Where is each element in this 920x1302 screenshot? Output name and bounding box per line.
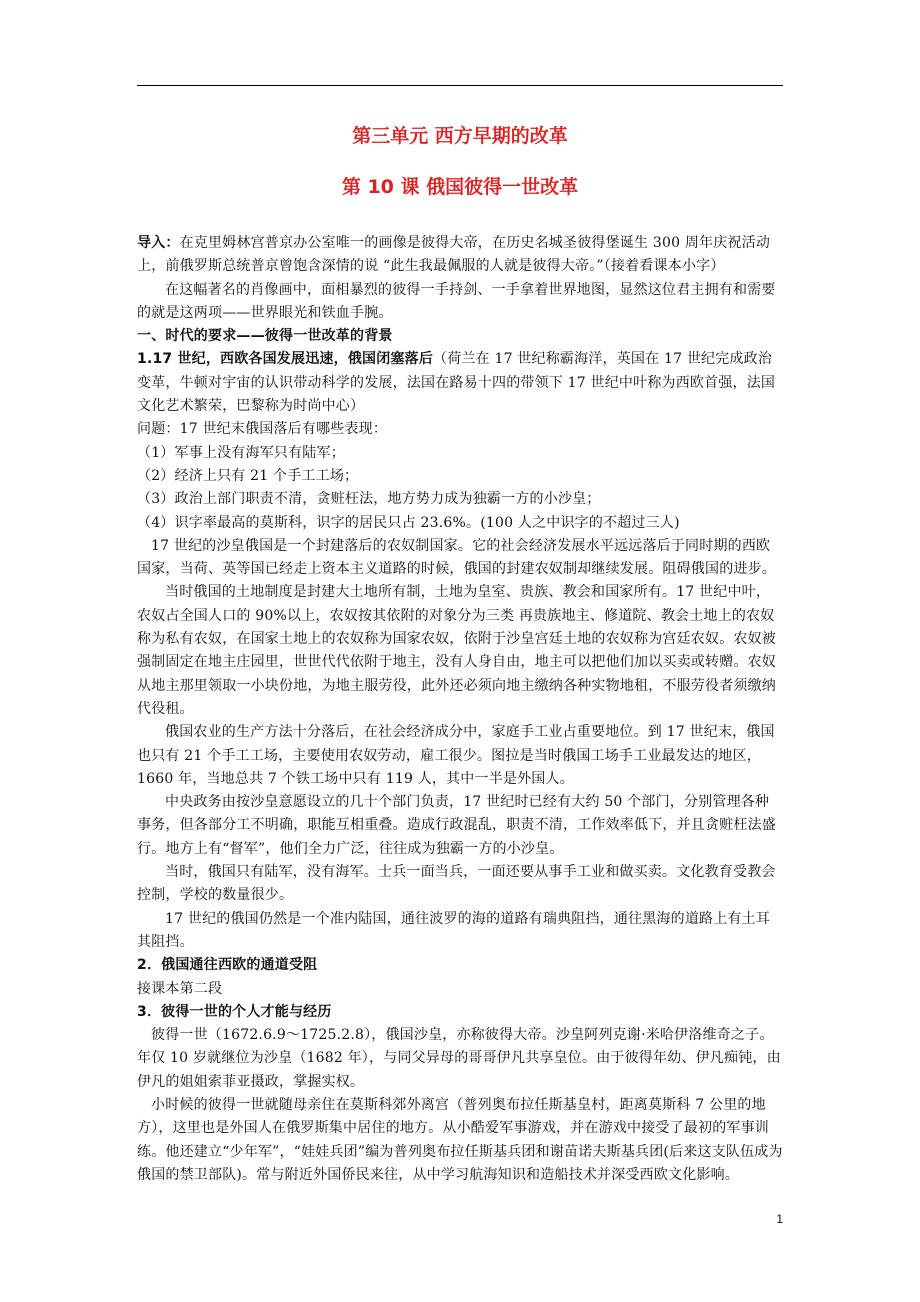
body-paragraph: 17 世纪的俄国仍然是一个准内陆国，通往波罗的海的道路有瑞典阻挡，通往黑海的道路上有土耳其阻挡。 (137, 910, 771, 950)
intro-paragraph-2: 在这幅著名的肖像画中，面相暴烈的彼得一手持剑、一手拿着世界地图，显然这位君主拥有和需要的就是这两项——世界眼光和铁血手腕。 (137, 281, 776, 321)
section1-heading: 一、时代的要求——彼得一世改革的背景 (137, 328, 393, 345)
body-paragraph: 小时候的彼得一世就随母亲住在莫斯科郊外离宫（普列奥布拉任斯基皇村，距离莫斯科 7 公里的地方），这里也是外国人在俄罗斯集中居住的地方。从小酷爱军事游戏，并在游戏中接受了最初的军事训练。他还建立“少年军”，“娃娃兵团”编为普列奥布拉任斯基兵团和谢苗诺夫斯基兵团(后来这支队伍成为俄国的禁卫部队)。常与附近外国侨民来往，从中学习航海知识和造船技术并深受西欧文化影响。 (137, 1096, 783, 1183)
body-paragraph: 当时，俄国只有陆军，没有海军。士兵一面当兵，一面还要从事手工业和做买卖。文化教育受教会控制，学校的数量很少。 (137, 864, 776, 904)
body-paragraph: 俄国农业的生产方法十分落后，在社会经济成分中，家庭手工业占重要地位。到 17 世纪末，俄国也只有 21 个手工工场，主要使用农奴劳动，雇工很少。图拉是当时俄国工场手工业最发达的地区，1660 年，当地总共 7 个铁工场中只有 119 人，其中一半是外国人。 (137, 724, 775, 787)
list-item: （4）识字率最高的莫斯科，识字的居民只占 23.6%。(100 人之中识字的不超过三人) (137, 514, 680, 531)
point1-text: （荷兰在 17 世纪称霸海洋，英国在 17 世纪完成政治变革，牛顿对宇宙的认识带动科学的发展，法国在路易十四的带领下 17 世纪中叶称为西欧首强，法国文化艺术繁荣，巴黎称为时尚中心） (137, 351, 776, 415)
intro-paragraph (137, 232, 783, 279)
point1-heading: 1.17 世纪，西欧各国发展迅速，俄国闭塞落后 (137, 351, 434, 368)
lesson-title: 第 10 课 俄国彼得一世改革 (341, 176, 579, 198)
intro-text: 在克里姆林宫普京办公室唯一的画像是彼得大帝，在历史名城圣彼得堡诞生 300 周年庆祝活动上，前俄罗斯总统普京曾饱含深情的说 “此生我最佩服的人就是彼得大帝。”（接着看课本小字） (137, 235, 771, 275)
unit-title: 第三单元 西方早期的改革 (352, 125, 568, 147)
point1-paragraph (137, 348, 783, 418)
body-paragraph: 当时俄国的土地制度是封建大土地所有制，土地为皇室、贵族、教会和国家所有。17 世纪中叶，农奴占全国人口的 90%以上，农奴按其依附的对象分为三类 再贵族地主、修道院、教会土地上的农奴称为私有农奴，在国家土地上的农奴称为国家农奴，依附于沙皇宫廷土地的农奴称为宫廷农奴。农奴被强制固定在地主庄园里，世世代代依附于地主，没有人身自由，地主可以把他们加以买卖或转赠。农奴从地主那里领取一小块份地，为地主服劳役，此外还必须向地主缴纳各种实物地租，不服劳役者须缴纳代役租。 (137, 584, 776, 717)
page-number: 1 (776, 1212, 783, 1226)
point2-heading: 2．俄国通往西欧的通道受阻 (137, 957, 318, 974)
document-body (137, 232, 783, 1187)
body-paragraph: 中央政务由按沙皇意愿设立的几十个部门负责，17 世纪时已经有大约 50 个部门，分别管理各种事务，但各部分工不明确，职能互相重叠。造成行政混乱，职责不清，工作效率低下，并且贪赃枉法盛行。地方上有“督军”，他们全力广泛，往往成为独霸一方的小沙皇。 (137, 794, 776, 857)
question-text: 问题：17 世纪末俄国落后有哪些表现： (137, 421, 388, 438)
point2-text: 接课本第二段 (137, 980, 223, 997)
body-paragraph: 17 世纪的沙皇俄国是一个封建落后的农奴制国家。它的社会经济发展水平远远落后于同时期的西欧国家，当荷、英等国已经走上资本主义道路的时候，俄国的封建农奴制却继续发展。阻碍俄国的进步。 (137, 537, 776, 578)
list-item: （1）军事上没有海军只有陆军； (137, 444, 345, 461)
point3-heading: 3．彼得一世的个人才能与经历 (137, 1003, 332, 1020)
header-rule (137, 85, 783, 86)
list-item: （2）经济上只有 21 个手工工场； (137, 467, 359, 484)
intro-label: 导入： (137, 235, 180, 251)
list-item: （3）政治上部门职责不清，贪赃枉法，地方势力成为独霸一方的小沙皇； (137, 491, 601, 508)
body-paragraph: 彼得一世（1672.6.9～1725.2.8），俄国沙皇，亦称彼得大帝。沙皇阿列克谢·米哈伊洛维奇之子。年仅 10 岁就继位为沙皇（1682 年），与同父异母的哥哥伊凡共享皇位。由于彼得年幼、伊凡痴钝，由伊凡的姐姐索菲亚摄政，掌握实权。 (137, 1027, 781, 1090)
